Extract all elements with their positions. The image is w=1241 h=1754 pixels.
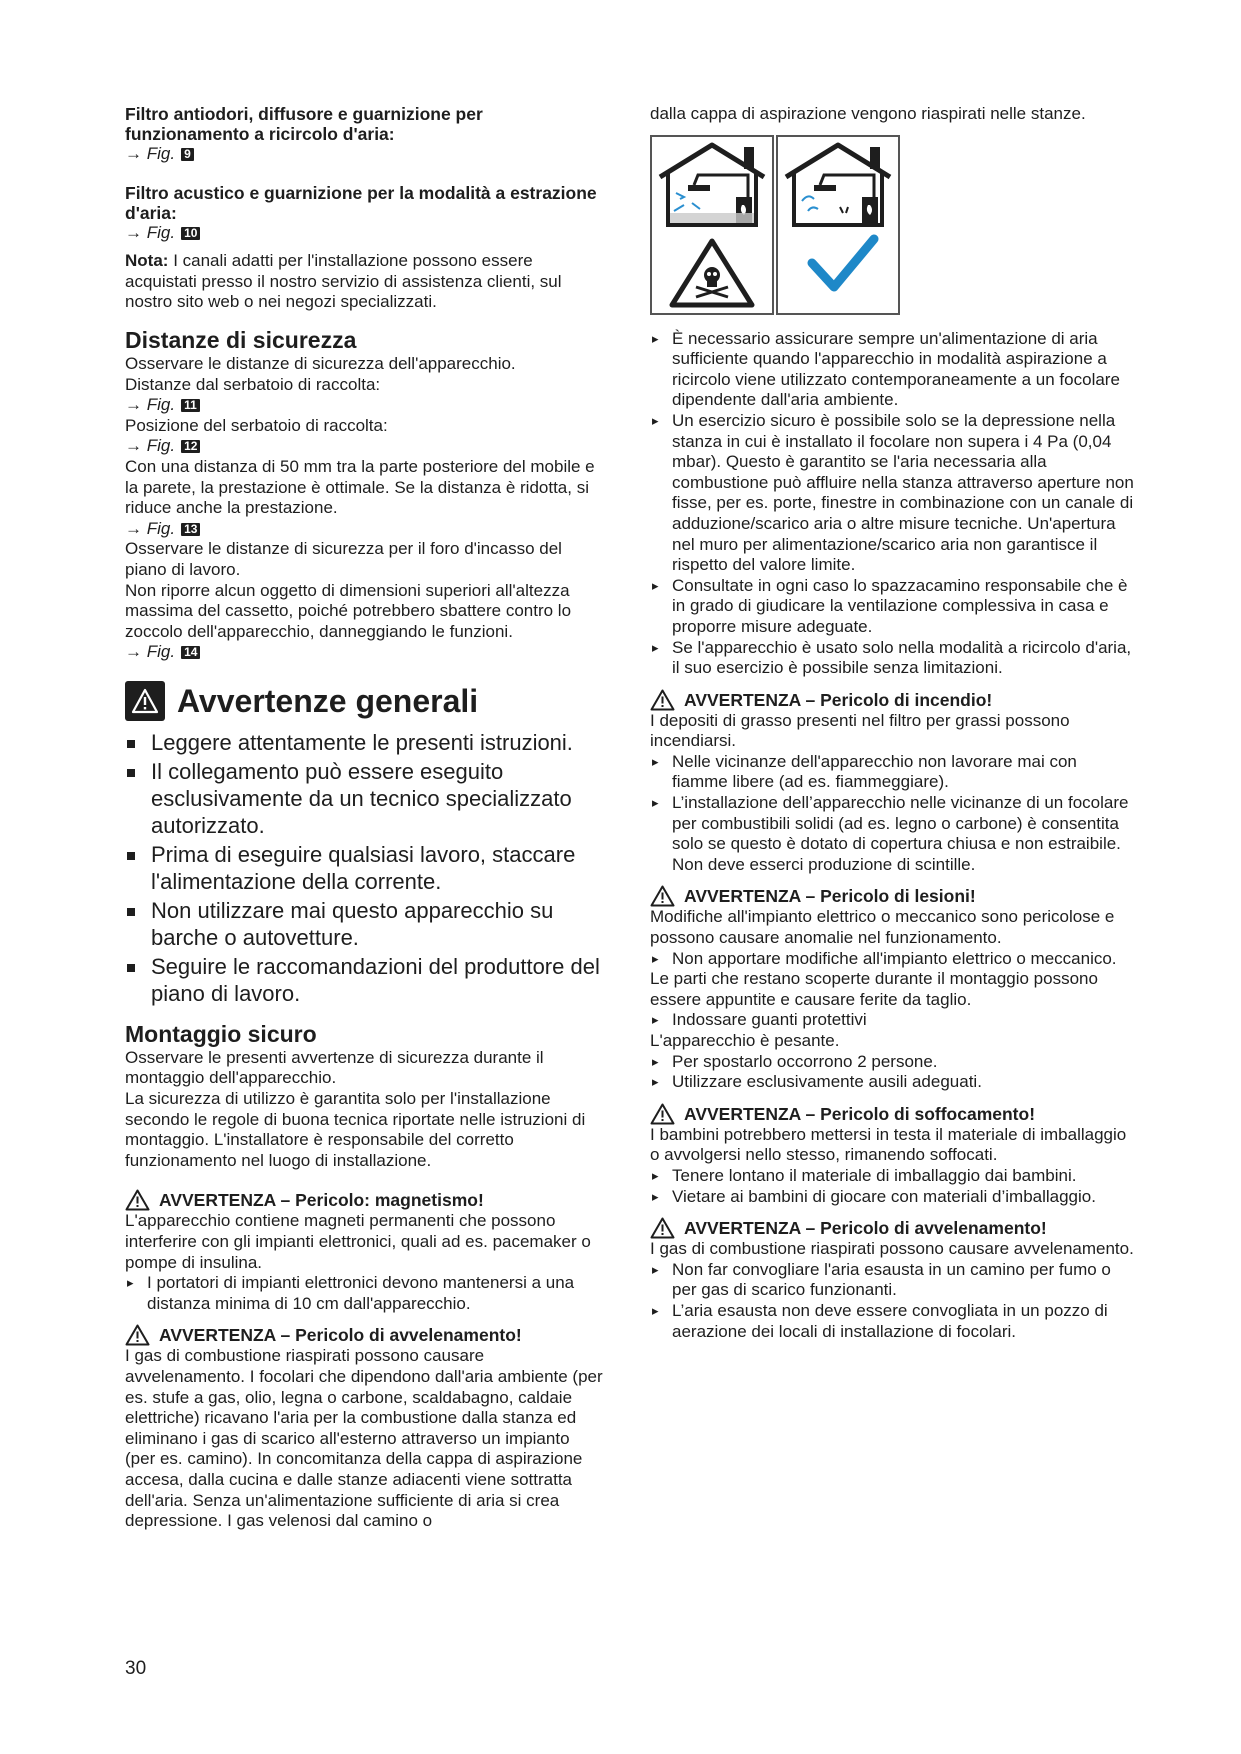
page-number: 30 (125, 1658, 147, 1679)
bullet-list (650, 1166, 1135, 1207)
warning-heading-poisoning: AVVERTENZA – Pericolo di avvelenamento! (650, 1217, 1135, 1239)
list-item: Leggere attentamente le presenti istruzioni. (125, 729, 603, 756)
warning-heading-poisoning: AVVERTENZA – Pericolo di avvelenamento! (125, 1324, 603, 1346)
figure-reference: → Fig. 12 (125, 436, 603, 457)
warning-triangle-icon (125, 1324, 150, 1346)
list-item: ▸ Utilizzare esclusivamente ausili adeguati. (650, 1072, 1135, 1093)
warning-triangle-icon (650, 1103, 675, 1125)
general-warnings-list (125, 729, 603, 1007)
warning-triangle-icon (125, 1189, 150, 1211)
warning-heading-suffocation: AVVERTENZA – Pericolo di soffocamento! (650, 1103, 1135, 1125)
figure-number-badge: 10 (181, 227, 200, 240)
warning-box-icon (125, 681, 165, 721)
warning-triangle-icon (650, 1217, 675, 1239)
paragraph: Modifiche all'impianto elettrico o meccanico sono pericolose e possono causare anomalie nel funzionamento. (650, 907, 1115, 948)
note-paragraph: Nota: I canali adatti per l'installazione possono essere acquistati presso il nostro servizio di assistenza clienti, sul nostro sito web o nei negozi specializzati. (125, 251, 562, 312)
bullet-list (650, 1260, 1135, 1342)
right-column (650, 104, 1135, 1342)
bullet-list (650, 949, 1135, 970)
subheading-odor-filter: Filtro antiodori, diffusore e guarnizione per funzionamento a ricircolo d'aria: (125, 104, 483, 144)
paragraph: Osservare le distanze di sicurezza dell'apparecchio. (125, 353, 516, 373)
list-item: Seguire le raccomandazioni del produttore del piano di lavoro. (125, 953, 603, 1007)
list-item: ▸ Vietare ai bambini di giocare con materiali d’imballaggio. (650, 1187, 1135, 1208)
list-item: ▸ Consultate in ogni caso lo spazzacamino responsabile che è in grado di giudicare la ventilazione complessiva in casa e proporre misure adeguate. (650, 576, 1135, 638)
subheading-acoustic-filter: Filtro acustico e guarnizione per la modalità a estrazione d'aria: (125, 182, 597, 223)
house-correct-illustration (776, 135, 900, 315)
list-item: ▸ Per spostarlo occorrono 2 persone. (650, 1052, 1135, 1073)
list-item: Prima di eseguire qualsiasi lavoro, staccare l'alimentazione della corrente. (125, 841, 603, 895)
bullet-list (650, 1052, 1135, 1093)
paragraph: Distanze dal serbatoio di raccolta: (125, 374, 381, 394)
house-poisoning-illustration (650, 135, 774, 315)
list-item: ▸ I portatori di impianti elettronici devono mantenersi a una distanza minima di 10 cm dall'apparecchio. (125, 1273, 603, 1314)
paragraph: I depositi di grasso presenti nel filtro per grassi possono incendiarsi. (650, 710, 1070, 751)
section-heading-general-warnings: Avvertenze generali (177, 682, 479, 719)
figure-number-badge: 14 (181, 646, 200, 659)
figure-reference: → Fig. 14 (125, 642, 603, 663)
warning-heading-injury: AVVERTENZA – Pericolo di lesioni! (650, 885, 1135, 907)
list-item: ▸ Non far convogliare l'aria esausta in un camino per fumo o per gas di scarico funzionanti. (650, 1260, 1135, 1301)
paragraph: Con una distanza di 50 mm tra la parte posteriore del mobile e la parete, la prestazione è ottimale. Se la distanza è ridotta, si riduce anche la prestazione. (125, 456, 595, 518)
warning-heading-fire: AVVERTENZA – Pericolo di incendio! (650, 689, 1135, 711)
paragraph: Osservare le distanze di sicurezza per il foro d'incasso del piano di lavoro. (125, 539, 562, 579)
figure-number-badge: 11 (181, 399, 200, 412)
paragraph: I bambini potrebbero mettersi in testa il materiale di imballaggio o avvolgersi nello stesso, rimanendo soffocati. (650, 1124, 1127, 1165)
figure-number-badge: 12 (181, 440, 200, 453)
note-label: Nota: (125, 251, 169, 271)
paragraph: L'apparecchio contiene magneti permanenti che possono interferire con gli impianti elettronici, quali ad es. pacemaker o pompe di insulina. (125, 1211, 591, 1272)
paragraph: Osservare le presenti avvertenze di sicurezza durante il montaggio dell'apparecchio. (125, 1047, 544, 1088)
list-item: ▸ Indossare guanti protettivi (650, 1010, 1135, 1031)
general-warnings-header (125, 681, 603, 721)
paragraph: La sicurezza di utilizzo è garantita solo per l'installazione secondo le regole di buona tecnica riportate nelle istruzioni di montaggio. L'installatore è responsabile del corretto funzionamento nel luogo di installazione. (125, 1089, 586, 1170)
warning-heading-magnetism: AVVERTENZA – Pericolo: magnetismo! (125, 1189, 603, 1211)
list-item: ▸ Tenere lontano il materiale di imballaggio dai bambini. (650, 1166, 1135, 1187)
paragraph: I gas di combustione riaspirati possono causare avvelenamento. (650, 1239, 1134, 1259)
list-item: ▸ È necessario assicurare sempre un'alimentazione di aria sufficiente quando l'apparecchio in modalità aspirazione a ricircolo viene utilizzato contemporaneamente a un focolare dipendente dall'aria ambiente. (650, 329, 1135, 411)
warning-triangle-icon (650, 689, 675, 711)
figure-reference: → Fig. 10 (125, 223, 603, 244)
list-item: ▸ Nelle vicinanze dell'apparecchio non lavorare mai con fiamme libere (ad es. fiammeggiare). (650, 752, 1135, 793)
section-heading-safe-installation: Montaggio sicuro (125, 1020, 317, 1047)
bullet-list (125, 1273, 603, 1314)
list-item: ▸ Se l'apparecchio è usato solo nella modalità a ricircolo d'aria, il suo esercizio è possibile senza limitazioni. (650, 638, 1135, 679)
warning-triangle-icon (650, 885, 675, 907)
left-column (125, 104, 603, 1532)
figure-number-badge: 13 (181, 523, 200, 536)
list-item: ▸ L’aria esausta non deve essere convogliata in un pozzo di aerazione dei locali di installazione di focolari. (650, 1301, 1135, 1342)
bullet-list (650, 1010, 1135, 1031)
list-item: ▸ L’installazione dell’apparecchio nelle vicinanze di un focolare per combustibili solidi (ad es. legno o carbone) è consentita solo se questo è dotato di copertura chiusa e non estraibile. Non deve esserci produzione di scintille. (650, 793, 1135, 875)
bullet-list (650, 329, 1135, 679)
ventilation-figure (650, 135, 1135, 315)
paragraph: dalla cappa di aspirazione vengono riaspirati nelle stanze. (650, 104, 1086, 123)
paragraph: Posizione del serbatoio di raccolta: (125, 415, 388, 435)
figure-number-badge: 9 (181, 148, 194, 161)
bullet-list (650, 752, 1135, 876)
figure-reference: → Fig. 13 (125, 519, 603, 540)
paragraph: L'apparecchio è pesante. (650, 1031, 840, 1050)
list-item: ▸ Un esercizio sicuro è possibile solo se la depressione nella stanza in cui è installato il focolare non supera i 4 Pa (0,04 mbar). Questo è garantito se l'aria necessaria alla combustione può affluire nella stanza attraverso aperture non fisse, per es. porte, finestre in combinazione con un canale di adduzione/scarico aria o altre misure tecniche. Un'apertura nel muro per alimentazione/scarico aria non garantisce il rispetto del valore limite. (650, 411, 1135, 576)
figure-reference: → Fig. 9 (125, 144, 603, 165)
paragraph: I gas di combustione riaspirati possono causare avvelenamento. I focolari che dipendono dall'aria ambiente (per es. stufe a gas, olio, legna o carbone, scaldabagno, caldaie elettriche) ricavano l'aria per la combustione dalla stanza ed eliminano i gas di scarico all'esterno attraverso un impianto (per es. camino). In concomitanza della cappa di aspirazione accesa, dalla cucina e dalle stanze adiacenti viene sottratta dell'aria. Senza un'alimentazione sufficiente di aria si crea depressione. I gas velenosi dal camino o (125, 1346, 603, 1531)
section-heading-safety-distances: Distanze di sicurezza (125, 326, 357, 353)
paragraph: Non riporre alcun oggetto di dimensioni superiori all'altezza massima del cassetto, poiché potrebbero sbattere contro lo zoccolo dell'apparecchio, danneggiando le funzioni. (125, 580, 572, 641)
list-item: Non utilizzare mai questo apparecchio su barche o autovetture. (125, 897, 603, 951)
paragraph: Le parti che restano scoperte durante il montaggio possono essere appuntite e causare ferite da taglio. (650, 969, 1098, 1009)
list-item: ▸ Non apportare modifiche all'impianto elettrico o meccanico. (650, 949, 1135, 970)
list-item: Il collegamento può essere eseguito esclusivamente da un tecnico specializzato autorizzato. (125, 758, 603, 839)
figure-reference: → Fig. 11 (125, 395, 603, 416)
